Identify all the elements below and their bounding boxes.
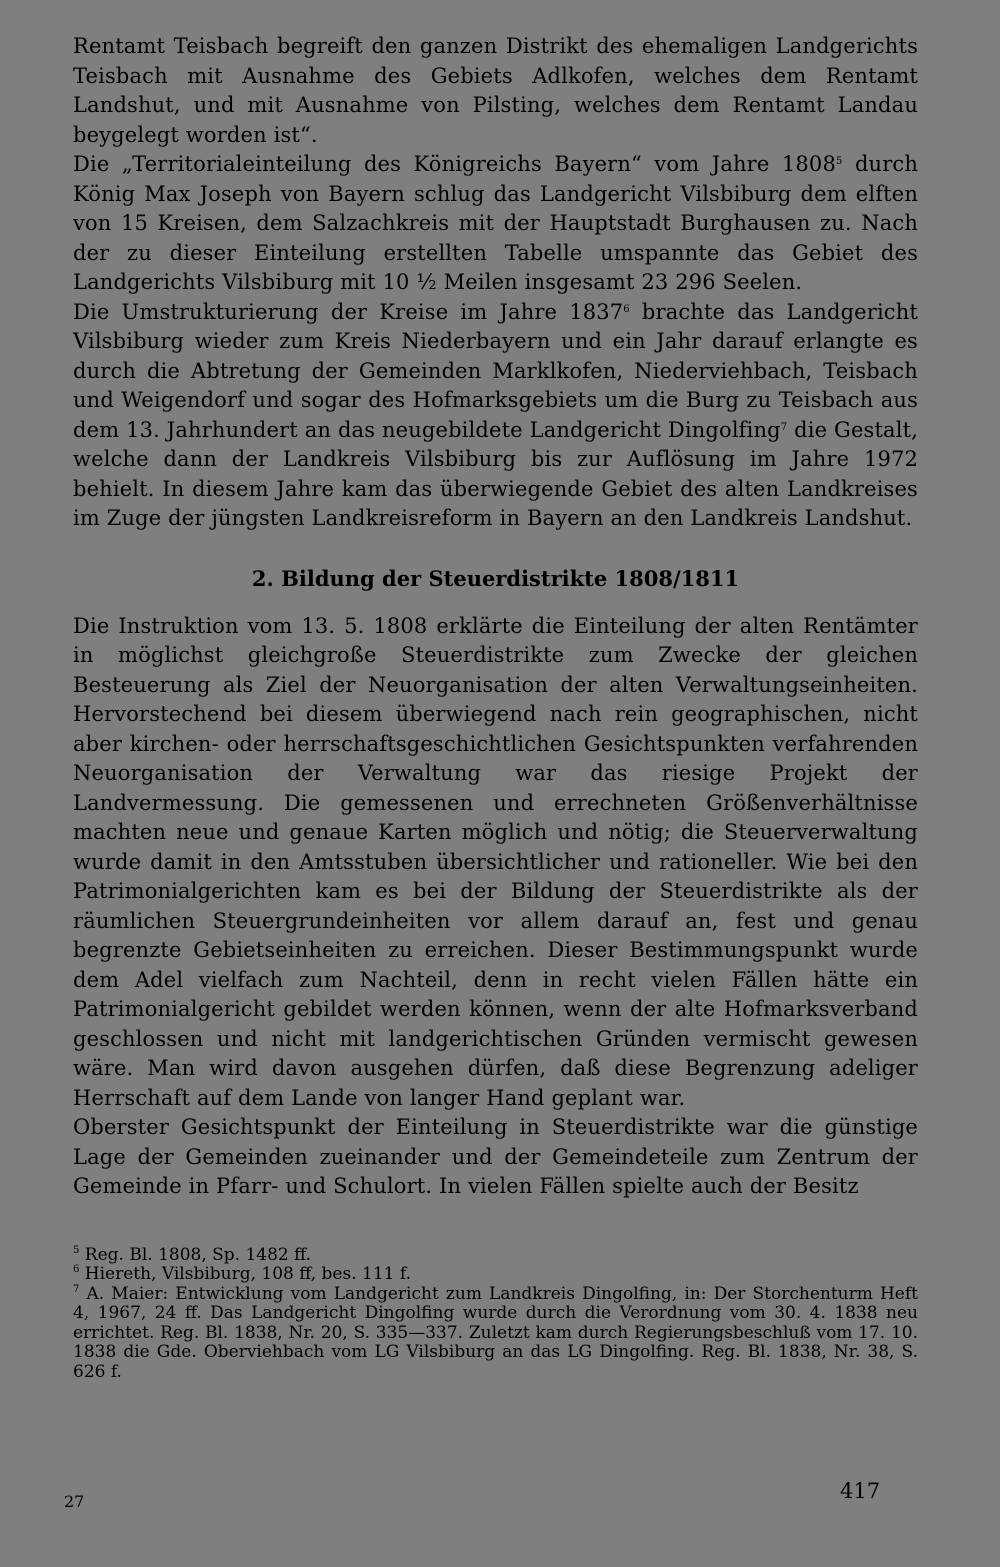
- footnote: [73, 1265, 918, 1285]
- text-run: brachte das Landgericht Vilsbiburg wieder zum Kreis Niederbayern und ein Jahr darauf erlangte es durch die Abtretung der Gemeinden Marklkofen, Niederviehbach, Teisbach und Weigendorf und sogar des Hofmarksgebiets um die Burg zu Teisbach aus dem 13. Jahrhundert an das neugebildete Landgericht Dingolfing: [73, 299, 918, 442]
- signature-mark: 27: [64, 1492, 85, 1511]
- footnote-text: A. Maier: Entwicklung vom Landgericht zum Landkreis Dingolfing, in: Der Storchenturm Heft 4, 1967, 24 ff. Das Landgericht Dingolfing wurde durch die Verordnung vom 30. 4. 1838 neu errichtet. Reg. Bl. 1838, Nr. 20, S. 335—337. Zuletzt kam durch Regierungsbeschluß vom 17. 10. 1838 die Gde. Oberviehbach vom LG Vilsbiburg an das LG Dingolfing. Reg. Bl. 1838, Nr. 38, S. 626 f.: [73, 1283, 918, 1382]
- text-run: Die Umstrukturierung der Kreise im Jahre 1837: [73, 299, 624, 324]
- footnote-number: 5: [73, 1244, 80, 1256]
- text-run: durch König Max Joseph von Bayern schlug das Landgericht Vilsbiburg dem elften von 15 Kreisen, dem Salzachkreis mit der Hauptstadt Burghausen zu. Nach der zu dieser Einteilung erstellten Tabelle umspannte das Gebiet des Landgerichts Vilsbiburg mit 10 ½ Meilen insgesamt 23 296 Seelen.: [73, 152, 919, 294]
- text-run: Die „Territorialeinteilung des Königreichs Bayern“ vom Jahre 1808: [73, 152, 836, 176]
- footnote-number: 7: [73, 1283, 80, 1295]
- section-heading: 2. Bildung der Steuerdistrikte 1808/1811: [251, 565, 740, 591]
- paragraph: [73, 298, 918, 534]
- footnote-text: Reg. Bl. 1808, Sp. 1482 ff.: [79, 1244, 312, 1265]
- text-run: die Gestalt, welche dann der Landkreis Vilsbiburg bis zur Auflösung im Jahre 1972 behielt. In diesem Jahre kam das überwiegende Gebiet des alten Landkreises im Zuge der jüngsten Landkreisreform in Bayern an den Landkreis Landshut.: [73, 417, 918, 530]
- paragraph: [73, 150, 918, 298]
- footnote-number: 6: [73, 1264, 80, 1275]
- footnote-text: Hiereth, Vilsbiburg, 108 ff, bes. 111 f.: [79, 1264, 411, 1284]
- footnote: [73, 1285, 918, 1383]
- footnote-ref: 6: [623, 303, 630, 315]
- paragraph: Die Instruktion vom 13. 5. 1808 erklärte die Einteilung der alten Rentämter in möglichst gleichgroße Steuerdistrikte zum Zwecke der gleichen Besteuerung als Ziel der Neuorganisation der alten Verwaltungseinheiten. Hervorstechend bei diesem überwiegend nach rein geographischen, nicht aber kirchen- oder herrschaftsgeschichtlichen Gesichtspunkten verfahrenden Neuorganisation der Verwaltung war das riesige Projekt der Landvermessung. Die gemessenen und errechneten Größenverhältnisse machten neue und genaue Karten möglich und nötig; die Steuerverwaltung wurde damit in den Amtsstuben übersichtlicher und rationeller. Wie bei den Patrimonialgerichten kam es bei der Bildung der Steuerdistrikte als der räumlichen Steuergrundeinheiten vor allem darauf an, fest und genau begrenzte Gebietseinheiten zu erreichen. Dieser Bestimmungspunkt wurde dem Adel vielfach zum Nachteil, denn in recht vielen Fällen hätte ein Patrimonialgericht gebildet werden können, wenn der alte Hofmarksverband geschlossen und nicht mit landgerichtischen Gründen vermischt gewesen wäre. Man wird davon ausgehen dürfen, daß diese Begrenzung adeliger Herrschaft auf dem Lande von langer Hand geplant war.: [73, 613, 918, 1110]
- footnote-ref: 7: [780, 421, 788, 433]
- footnotes: [73, 1246, 918, 1383]
- paragraph: Oberster Gesichtspunkt der Einteilung in Steuerdistrikte war die günstige Lage der Gemeinden zueinander und der Gemeindeteile zum Zentrum der Gemeinde in Pfarr- und Schulort. In vielen Fällen spielte auch der Besitz: [73, 1115, 918, 1198]
- paragraph: Rentamt Teisbach begreift den ganzen Distrikt des ehemaligen Landgerichts Teisbach mit Ausnahme des Gebiets Adlkofen, welches dem Rentamt Landshut, und mit Ausnahme von Pilsting, welches dem Rentamt Landau beygelegt worden ist“.: [73, 34, 918, 147]
- page-number: 417: [840, 1479, 881, 1503]
- footnote: [73, 1246, 918, 1266]
- footnote-ref: 5: [835, 156, 843, 167]
- page-content: [73, 32, 918, 1382]
